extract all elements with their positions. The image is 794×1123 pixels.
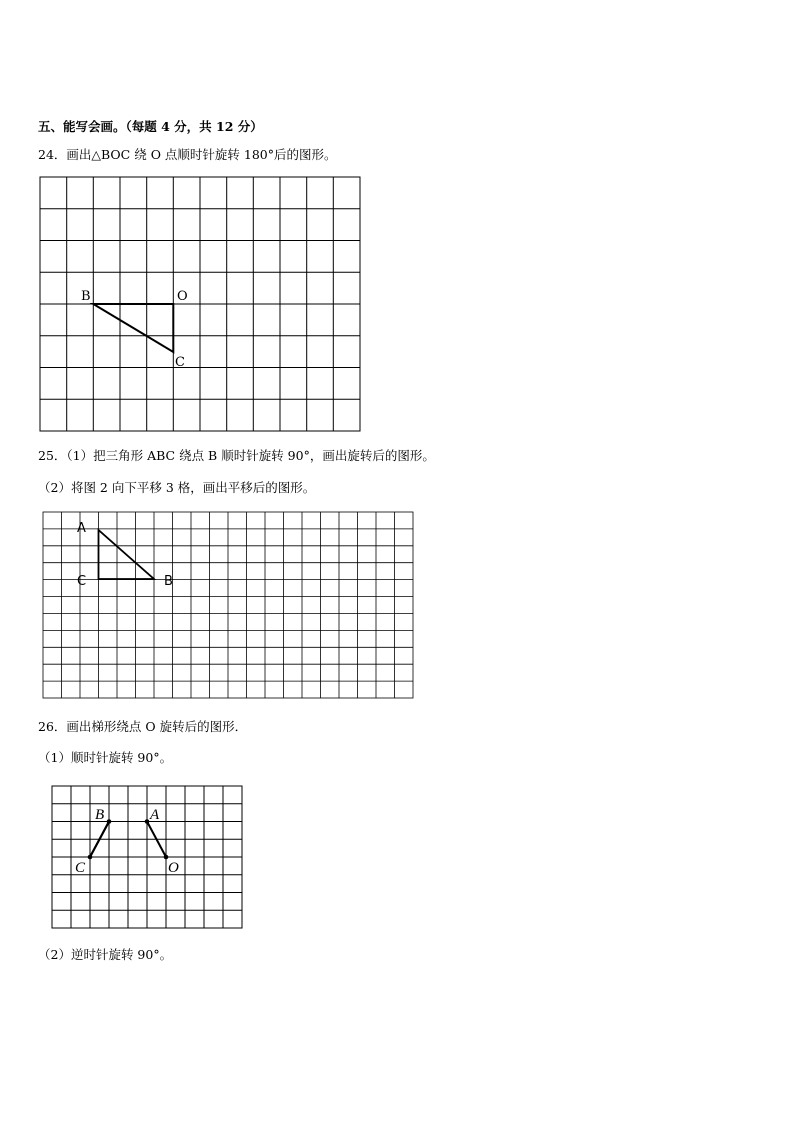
question-24-prompt: 24．画出△BOC 绕 O 点顺时针旋转 180°后的图形。 bbox=[38, 147, 337, 162]
q26-point-o bbox=[164, 855, 169, 860]
q26-point-b bbox=[107, 819, 112, 824]
question-25-prompt-2: （2）将图 2 向下平移 3 格，画出平移后的图形。 bbox=[38, 480, 316, 495]
q26-label-b: B bbox=[95, 807, 105, 823]
q26-label-a: A bbox=[150, 807, 160, 823]
q25-label-a: A bbox=[77, 521, 86, 536]
question-26-sub-2: （2）逆时针旋转 90°。 bbox=[38, 947, 173, 962]
question-26-sub-1: （1）顺时针旋转 90°。 bbox=[38, 750, 173, 765]
q26-grid bbox=[52, 786, 242, 928]
section-title: 五、能写会画。（每题 4 分，共 12 分） bbox=[38, 119, 263, 134]
q24-label-o: O bbox=[177, 289, 188, 304]
q26-point-c bbox=[88, 855, 93, 860]
q26-label-o: O bbox=[168, 860, 179, 876]
q24-label-b: B bbox=[81, 289, 91, 304]
q25-label-c: C bbox=[77, 574, 87, 589]
question-25-prompt-1: 25．（1）把三角形 ABC 绕点 B 顺时针旋转 90°，画出旋转后的图形。 bbox=[38, 448, 435, 463]
question-26-prompt: 26．画出梯形绕点 O 旋转后的图形． bbox=[38, 719, 248, 734]
q26-point-a bbox=[145, 819, 150, 824]
q26-label-c: C bbox=[75, 860, 86, 876]
q25-label-b: B bbox=[164, 574, 173, 589]
q24-label-c: C bbox=[175, 355, 185, 370]
